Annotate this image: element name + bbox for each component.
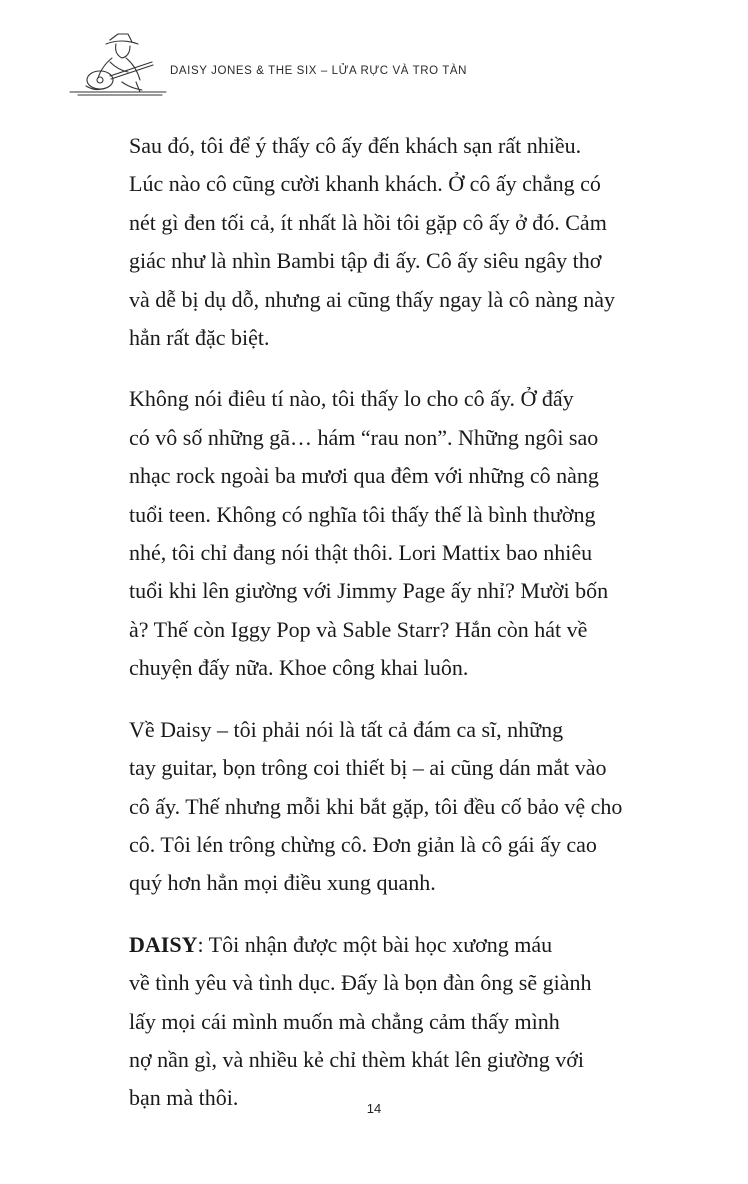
page-number: 14 <box>366 1101 382 1116</box>
book-title: DAISY JONES & THE SIX – LỬA RỰC VÀ TRO TÀN <box>170 65 468 77</box>
speaker-name: DAISY <box>129 931 198 957</box>
paragraph <box>129 926 661 1118</box>
body-text <box>129 127 661 1141</box>
running-header <box>66 22 706 102</box>
paragraph <box>129 127 661 357</box>
paragraph-text: Không nói điêu tí nào, tôi thấy lo cho cô ấy. Ở đấy có vô số những gã… hám “rau non”. Những ngôi sao nhạc rock ngoài ba mươi qua đêm với những cô nàng tuổi teen. Không có nghĩa tôi thấy thế là bình thường nhé, tôi chỉ đang nói thật thôi. Lori Mattix bao nhiêu tuổi khi lên giường với Jimmy Page ấy nhỉ? Mười bốn à? Thế còn Iggy Pop và Sable Starr? Hắn còn hát về chuyện đấy nữa. Khoe công khai luôn. <box>129 386 609 681</box>
paragraph-text: Sau đó, tôi để ý thấy cô ấy đến khách sạn rất nhiều. Lúc nào cô cũng cười khanh khách. Ở cô ấy chẳng có nét gì đen tối cả, ít nhất là hồi tôi gặp cô ấy ở đó. Cảm giác như là nhìn Bambi tập đi ấy. Cô ấy siêu ngây thơ và dễ bị dụ dỗ, nhưng ai cũng thấy ngay là cô nàng này hẳn rất đặc biệt. <box>129 133 616 351</box>
paragraph-text: : Tôi nhận được một bài học xương máu về tình yêu và tình dục. Đấy là bọn đàn ông sẽ giành lấy mọi cái mình muốn mà chẳng cảm thấy mình nợ nần gì, và nhiều kẻ chỉ thèm khát lên giường với bạn mà thôi. <box>129 931 592 1111</box>
paragraph <box>129 711 661 903</box>
paragraph <box>129 380 661 687</box>
paragraph-text: Về Daisy – tôi phải nói là tất cả đám ca sĩ, những tay guitar, bọn trông coi thiết bị – ai cũng dán mắt vào cô ấy. Thế nhưng mỗi khi bắt gặp, tôi đều cố bảo vệ cho cô. Tôi lén trông chừng cô. Đơn giản là cô gái ấy cao quý hơn hẳn mọi điều xung quanh. <box>129 716 623 896</box>
guitarist-line-drawing-icon <box>66 22 186 102</box>
